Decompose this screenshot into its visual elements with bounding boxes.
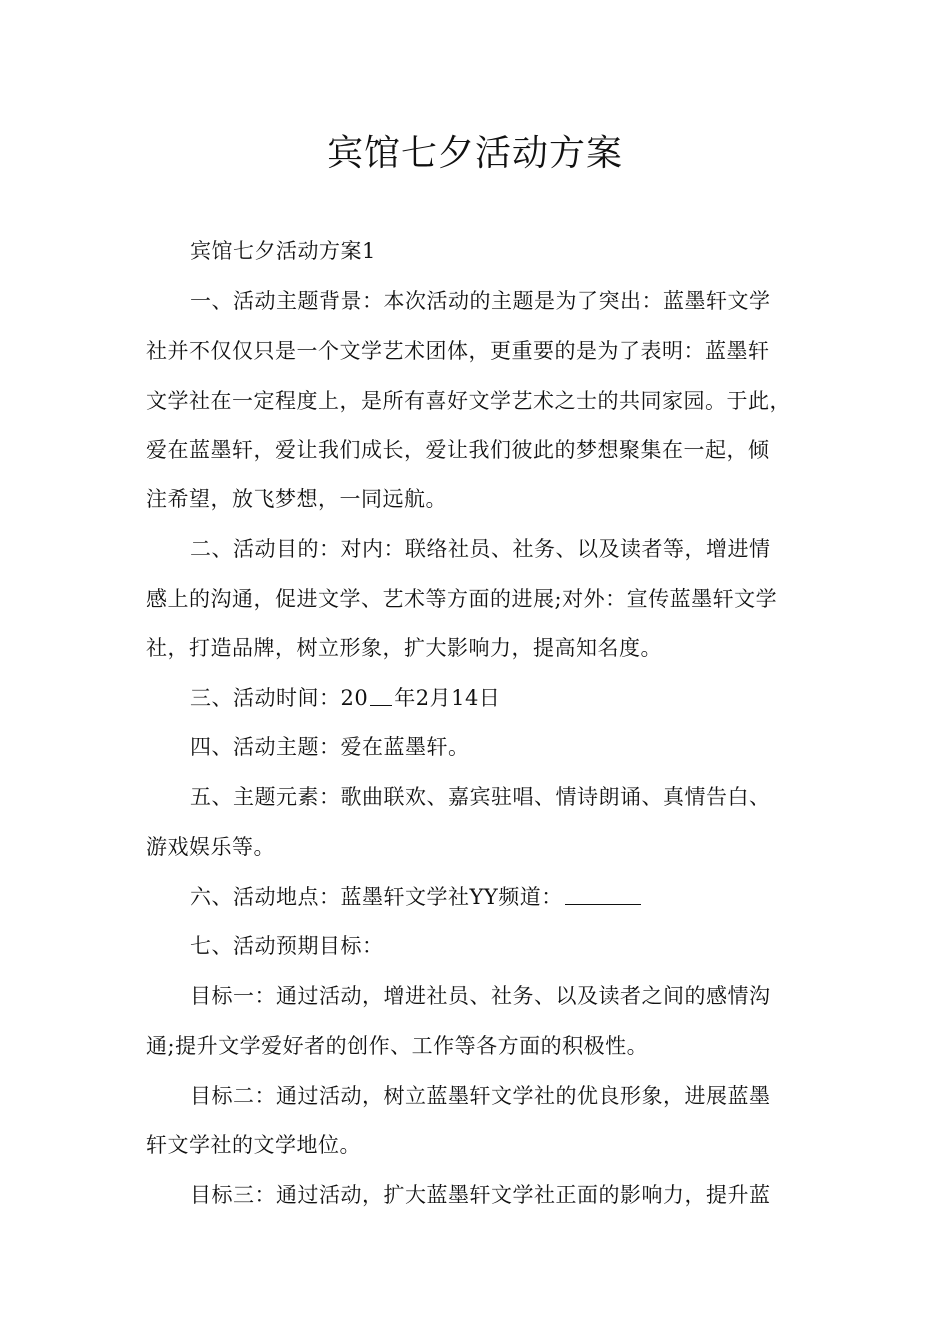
text-line: 五、主题元素：歌曲联欢、嘉宾驻唱、情诗朗诵、真情告白、 <box>190 785 771 809</box>
paragraph-line <box>146 326 770 376</box>
text-line: 通;提升文学爱好者的创作、工作等各方面的积极性。 <box>146 1034 649 1058</box>
text-line: 感上的沟通，促进文学、艺术等方面的进展;对外：宣传蓝墨轩文学 <box>146 587 778 611</box>
text-line: 宾馆七夕活动方案1 <box>190 239 376 263</box>
text-line: 一、活动主题背景：本次活动的主题是为了突出：蓝墨轩文学 <box>190 289 771 313</box>
text-line: 目标二：通过活动，树立蓝墨轩文学社的优良形象，进展蓝墨 <box>190 1084 771 1108</box>
fill-in-blank <box>370 704 392 706</box>
text-line: 目标三：通过活动，扩大蓝墨轩文学社正面的影响力，提升蓝 <box>190 1183 771 1207</box>
text-line: 注希望，放飞梦想，一同远航。 <box>146 487 447 511</box>
paragraph-line <box>190 1170 771 1220</box>
text-line: 年2月14日 <box>394 686 501 710</box>
paragraph-line <box>146 376 791 426</box>
text-line: 社并不仅仅只是一个文学艺术团体，更重要的是为了表明：蓝墨轩 <box>146 339 770 363</box>
paragraph-line <box>190 276 771 326</box>
paragraph-line <box>146 574 777 624</box>
paragraph-line <box>190 772 771 822</box>
text-line: 爱在蓝墨轩，爱让我们成长，爱让我们彼此的梦想聚集在一起，倾 <box>146 438 770 462</box>
paragraph-line <box>190 872 641 922</box>
text-line: 二、活动目的：对内：联络社员、社务、以及读者等，增进情 <box>190 537 771 561</box>
text-line: 社，打造品牌，树立形象，扩大影响力，提高知名度。 <box>146 636 662 660</box>
paragraph-line <box>146 425 770 475</box>
text-line: 四、活动主题：爱在蓝墨轩。 <box>190 735 470 759</box>
paragraph-line <box>190 524 771 574</box>
text-line: 七、活动预期目标： <box>190 934 384 958</box>
paragraph-line <box>146 822 275 872</box>
text-line: 文学社在一定程度上，是所有喜好文学艺术之士的共同家园。于此， <box>146 389 791 413</box>
paragraph-line <box>190 722 470 772</box>
text-line: 轩文学社的文学地位。 <box>146 1133 361 1157</box>
fill-in-blank <box>565 903 641 905</box>
paragraph-line <box>146 474 447 524</box>
text-line: 六、活动地点：蓝墨轩文学社YY频道： <box>190 885 563 909</box>
paragraph-line <box>146 1021 648 1071</box>
text-line: 游戏娱乐等。 <box>146 835 275 859</box>
paragraph-line <box>190 971 771 1021</box>
text-line: 目标一：通过活动，增进社员、社务、以及读者之间的感情沟 <box>190 984 771 1008</box>
paragraph-line <box>190 673 500 723</box>
paragraph-line <box>146 623 662 673</box>
text-line: 三、活动时间：20 <box>190 686 369 710</box>
paragraph-line <box>146 1120 361 1170</box>
section-heading <box>190 226 376 276</box>
paragraph-line <box>190 921 384 971</box>
document-title: 宾馆七夕活动方案 <box>326 133 623 174</box>
paragraph-line <box>190 1071 771 1121</box>
